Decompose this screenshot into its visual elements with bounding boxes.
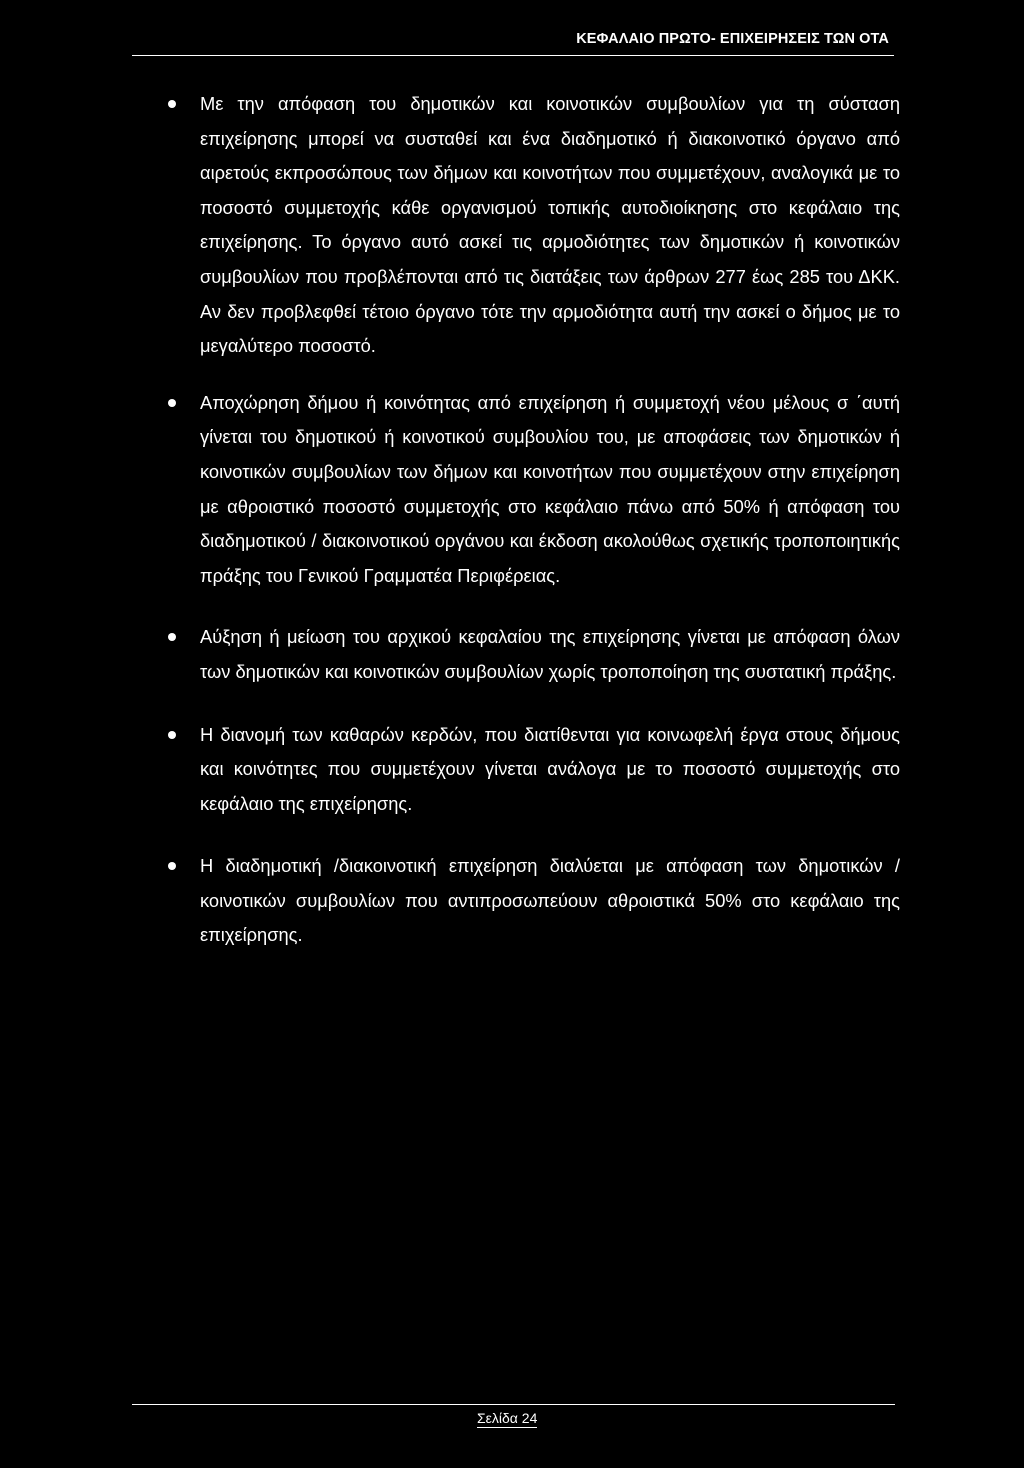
bullet-icon: [168, 731, 176, 739]
bullet-icon: [168, 399, 176, 407]
list-item: [140, 849, 900, 953]
list-item-text: Αύξηση ή μείωση του αρχικού κεφαλαίου της επιχείρησης γίνεται με απόφαση όλων των δημοτικών και κοινοτικών συμβουλίων χωρίς τροποποίηση της συστατική πράξης.: [200, 626, 900, 682]
list-item-text: Με την απόφαση του δημοτικών και κοινοτικών συμβουλίων για τη σύσταση επιχείρησης μπορεί να συσταθεί και ένα διαδημοτικό ή διακοινοτικό όργανο από αιρετούς εκπροσώπους των δήμων και κοινοτήτων που συμμετέχουν, αναλογικά με το ποσοστό συμμετοχής κάθε οργανισμού τοπικής αυτοδιοίκησης στο κεφάλαιο της επιχείρησης. Το όργανο αυτό ασκεί τις αρμοδιότητες των δημοτικών ή κοινοτικών συμβουλίων που προβλέπονται από τις διατάξεις των άρθρων 277 έως 285 του ΔΚΚ. Αν δεν προβλεφθεί τέτοιο όργανο τότε την αρμοδιότητα αυτή την ασκεί ο δήμος με το μεγαλύτερο ποσοστό.: [200, 93, 900, 357]
list-item-text: Η διαδημοτική /διακοινοτική επιχείρηση διαλύεται με απόφαση των δημοτικών / κοινοτικών συμβουλίων που αντιπροσωπεύουν αθροιστικά 50% στο κεφάλαιο της επιχείρησης.: [200, 855, 900, 946]
bullet-list: [140, 87, 900, 953]
bullet-icon: [168, 100, 176, 108]
list-item: [140, 718, 900, 822]
header-divider: [132, 55, 894, 56]
bullet-icon: [168, 862, 176, 870]
list-item: [140, 87, 900, 364]
page-content: [140, 87, 900, 983]
footer-divider: [132, 1404, 895, 1405]
list-item-text: Η διανομή των καθαρών κερδών, που διατίθενται για κοινωφελή έργα στους δήμους και κοινότητες που συμμετέχουν γίνεται ανάλογα με το ποσοστό συμμετοχής στο κεφάλαιο της επιχείρησης.: [200, 723, 900, 814]
chapter-header: ΚΕΦΑΛΑΙΟ ΠΡΩΤΟ- ΕΠΙΧΕΙΡΗΣΕΙΣ ΤΩΝ ΟΤΑ: [576, 31, 889, 47]
list-item: [140, 620, 900, 689]
bullet-icon: [168, 633, 176, 641]
list-item-text: Αποχώρηση δήμου ή κοινότητας από επιχείρηση ή συμμετοχή νέου μέλους σ ΄αυτή γίνεται του δημοτικού ή κοινοτικού συμβουλίου του, με αποφάσεις των δημοτικών ή κοινοτικών συμβουλίων των δήμων και κοινοτήτων που συμμετέχουν στην επιχείρηση με αθροιστικό ποσοστό συμμετοχής στο κεφάλαιο πάνω από 50% ή απόφαση του διαδημοτικού / διακοινοτικού οργάνου και έκδοση ακολούθως σχετικής τροποποιητικής πράξης του Γενικού Γραμματέα Περιφέρειας.: [200, 391, 900, 586]
page-number: Σελίδα 24: [477, 1410, 538, 1426]
list-item: [140, 386, 900, 594]
